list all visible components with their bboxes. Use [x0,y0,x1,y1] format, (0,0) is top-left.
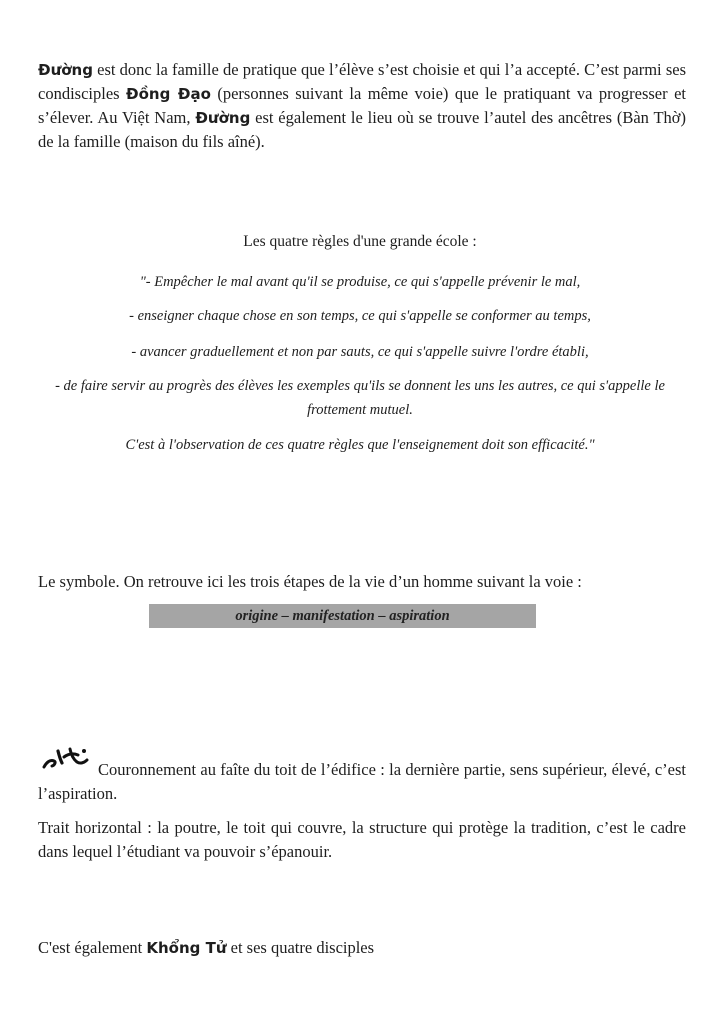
closing-text-2: et ses quatre disciples [226,938,375,957]
quote-line: "- Empêcher le mal avant qu'il se produise, ce qui s'appelle prévenir le mal, [139,274,581,290]
quote-title: Les quatre règles d'une grande école : [243,233,477,250]
closing-line [38,936,686,960]
stages-banner: origine – manifestation – aspiration [149,604,536,628]
quote-block [60,233,660,251]
quote-line-3 [60,340,660,364]
quote-line-1 [60,270,660,294]
intro-paragraph [38,58,686,154]
term-duong: Đường [38,61,93,79]
quote-line: - de faire servir au progrès des élèves les exemples qu'ils se donnent les uns les autres, ce qui s'appelle le frottement mutuel. [55,378,665,418]
term-khong-tu: Khổng Tử [146,939,227,957]
closing-text-1: C'est également [38,938,147,957]
intro-text-2: (personnes suivant la même voie) que le pratiquant va progresser et s’élever. Au Việt Nam, [38,84,686,127]
term-duong-2: Đường [195,109,251,127]
quote-line-5 [60,433,660,457]
trait-paragraph: Trait horizontal : la poutre, le toit qui couvre, la structure qui protège la tradition, c’est le cadre dans lequel l’étudiant va pouvoir s’épanouir. [38,818,686,861]
quote-line-4 [50,374,670,422]
quote-line-2 [60,304,660,328]
quote-line: C'est à l'observation de ces quatre règles que l'enseignement doit son efficacité." [125,437,595,453]
term-dong-dao: Đồng Đạo [126,85,211,103]
symbol-intro: Le symbole. On retrouve ici les trois étapes de la vie d’un homme suivant la voie : [38,572,582,591]
crown-paragraph: Couronnement au faîte du toit de l’édifice : la dernière partie, sens supérieur, élevé, c’est l’aspiration. [38,760,686,803]
quote-line: - avancer graduellement et non par sauts, ce qui s'appelle suivre l'ordre établi, [131,344,589,360]
intro-text-1: est donc la famille de pratique que l’élève s’est choisie et qui l’a accepté. C’est parmi ses condisciples [38,60,686,103]
intro-text-3: est également le lieu où se trouve l’autel des ancêtres (Bàn Thờ) de la famille (maison du fils aîné). [38,108,686,151]
quote-line: - enseigner chaque chose en son temps, ce qui s'appelle se conformer au temps, [129,308,591,324]
